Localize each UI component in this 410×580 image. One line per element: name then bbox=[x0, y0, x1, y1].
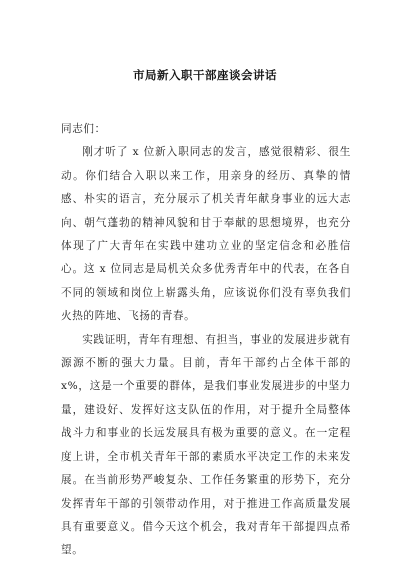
paragraph: 刚才听了 x 位新入职同志的发言，感觉很精彩、很生动。你们结合入职以来工作，用亲身的经历、真挚的情感、朴实的语言，充分展示了机关青年献身事业的远大志向、朝气蓬勃的精神风貌和甘于奉献的思想境界，也充分体现了广大青年在实践中建功立业的坚定信念和必胜信心。这 x 位同志是局机关众多优秀青年中的代表，在各自不同的领域和岗位上崭露头角，应该说你们没有辜负我们火热的阵地、飞扬的青春。 bbox=[61, 146, 351, 323]
document-title: 市局新入职干部座谈会讲话 bbox=[133, 68, 277, 82]
document-body bbox=[61, 118, 351, 563]
paragraph: 实践证明，青年有理想、有担当，事业的发展进步就有源源不断的强大力量。目前，青年干部约占全体干部的 x%，这是一个重要的群体，是我们事业发展进步的中坚力量，建设好、发挥好这支队伍的作用，对于提升全局整体战斗力和事业的长远发展具有极为重要的意义。在一定程度上讲，全市机关青年干部的素质水平决定工作的未来发展。在当前形势严峻复杂、工作任务繁重的形势下，充分发挥青年干部的引领带动作用，对于推进工作高质量发展具有重要意义。借今天这个机会，我对青年干部提四点希望。 bbox=[61, 333, 351, 557]
salutation: 同志们： bbox=[61, 123, 106, 135]
